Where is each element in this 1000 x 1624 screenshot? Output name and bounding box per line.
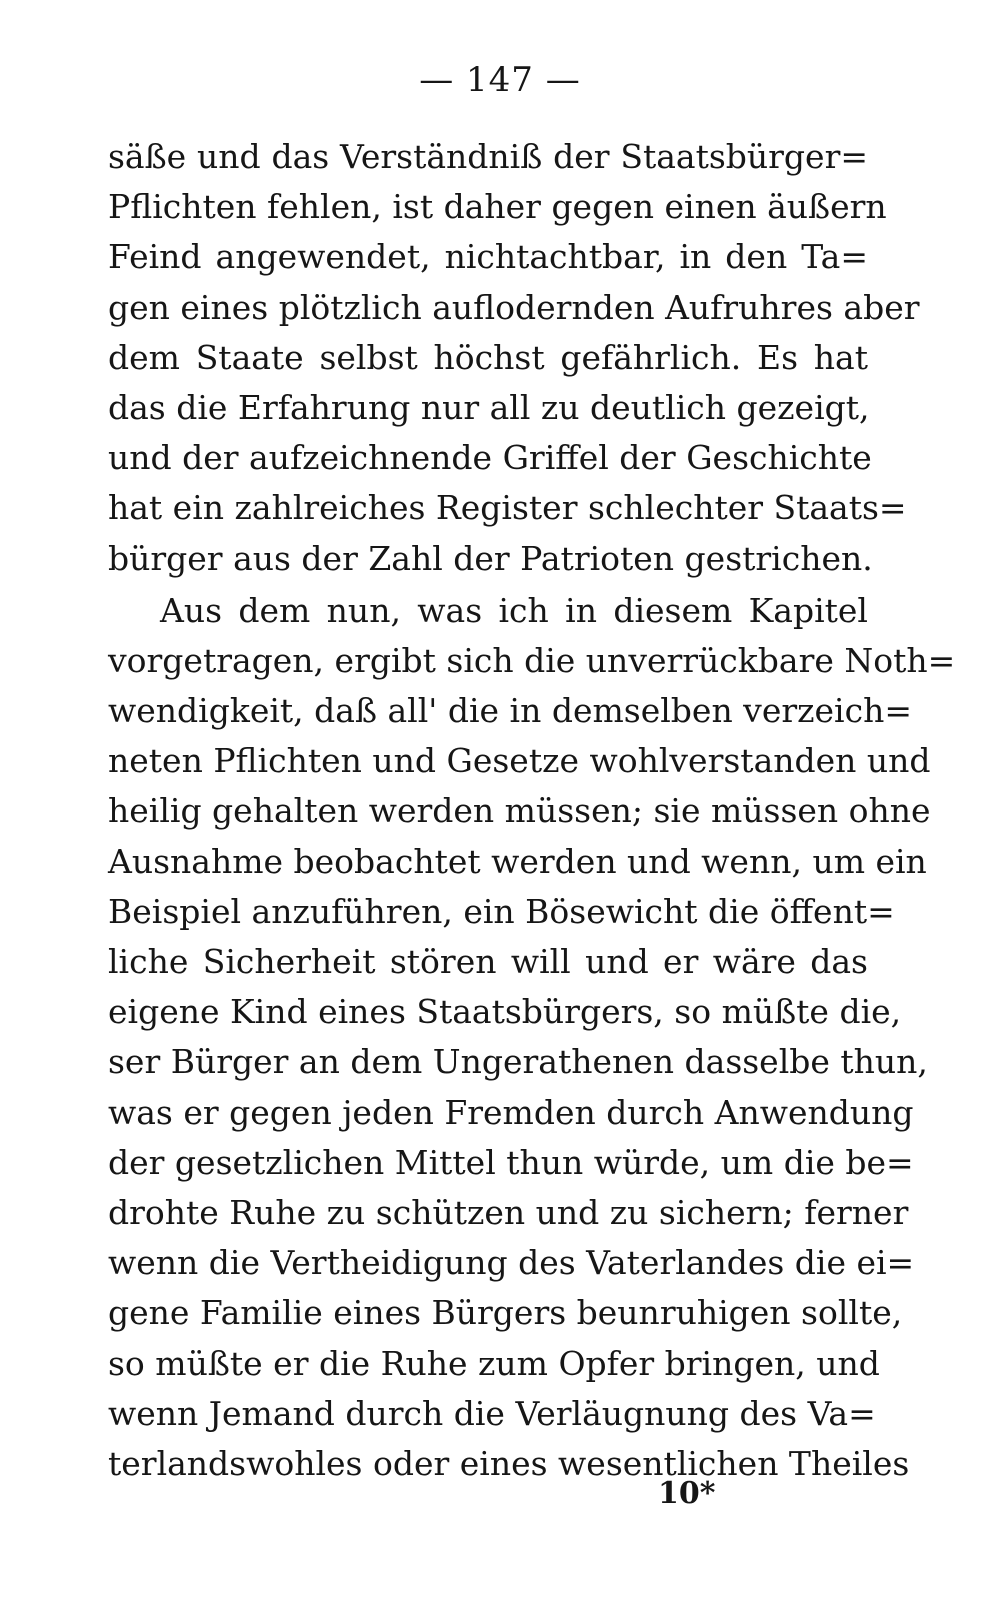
sheet-signature: 10* bbox=[658, 1476, 716, 1511]
text-line: gen eines plötzlich auflodernden Aufruhres aber bbox=[108, 287, 920, 327]
text-line: säße und das Verständniß der Staatsbürger= bbox=[108, 137, 868, 176]
text-line: vorgetragen, ergibt sich die unverrückbare Noth= bbox=[108, 640, 956, 680]
text-line: und der aufzeichnende Griffel der Geschichte bbox=[108, 438, 872, 478]
text-line: Ausnahme beobachtet werden und wenn, um ein bbox=[108, 841, 927, 881]
text-line: ser Bürger an dem Ungerathenen dasselbe thun, bbox=[108, 1042, 928, 1082]
text-line: terlandswohles oder eines wesentlichen Theiles bbox=[108, 1443, 910, 1483]
text-line: liche Sicherheit stören will und er wäre das bbox=[108, 942, 868, 981]
text-line: bürger aus der Zahl der Patrioten gestrichen. bbox=[108, 538, 873, 578]
text-line: eigene Kind eines Staatsbürgers, so müßte die, bbox=[108, 992, 902, 1032]
text-line: neten Pflichten und Gesetze wohlverstanden und bbox=[108, 741, 931, 781]
text-line: Pflichten fehlen, ist daher gegen einen äußern bbox=[108, 187, 887, 227]
text-line: wendigkeit, daß all' die in demselben verzeich= bbox=[108, 691, 912, 731]
text-line: hat ein zahlreiches Register schlechter Staats= bbox=[108, 488, 907, 528]
text-line: gene Familie eines Bürgers beunruhigen sollte, bbox=[108, 1293, 903, 1333]
text-line: so müßte er die Ruhe zum Opfer bringen, und bbox=[108, 1343, 880, 1383]
text-line: das die Erfahrung nur all zu deutlich gezeigt, bbox=[108, 387, 870, 427]
page-number: — 147 — bbox=[419, 60, 581, 100]
text-line: drohte Ruhe zu schützen und zu sichern; ferner bbox=[108, 1192, 909, 1232]
text-line: dem Staate selbst höchst gefährlich. Es hat bbox=[108, 337, 868, 377]
body-text bbox=[108, 132, 956, 1489]
text-line: der gesetzlichen Mittel thun würde, um die be= bbox=[108, 1142, 914, 1182]
text-line: Feind angewendet, nichtachtbar, in den Ta= bbox=[108, 237, 868, 277]
text-line: wenn Jemand durch die Verläugnung des Va= bbox=[108, 1393, 876, 1433]
text-line: Beispiel anzuführen, ein Bösewicht die öffent= bbox=[108, 891, 895, 931]
text-line: was er gegen jeden Fremden durch Anwendung bbox=[108, 1092, 914, 1132]
text-line: wenn die Vertheidigung des Vaterlandes die ei= bbox=[108, 1243, 915, 1283]
text-line: heilig gehalten werden müssen; sie müssen ohne bbox=[108, 791, 931, 831]
text-line: Aus dem nun, was ich in diesem Kapitel bbox=[160, 590, 868, 630]
